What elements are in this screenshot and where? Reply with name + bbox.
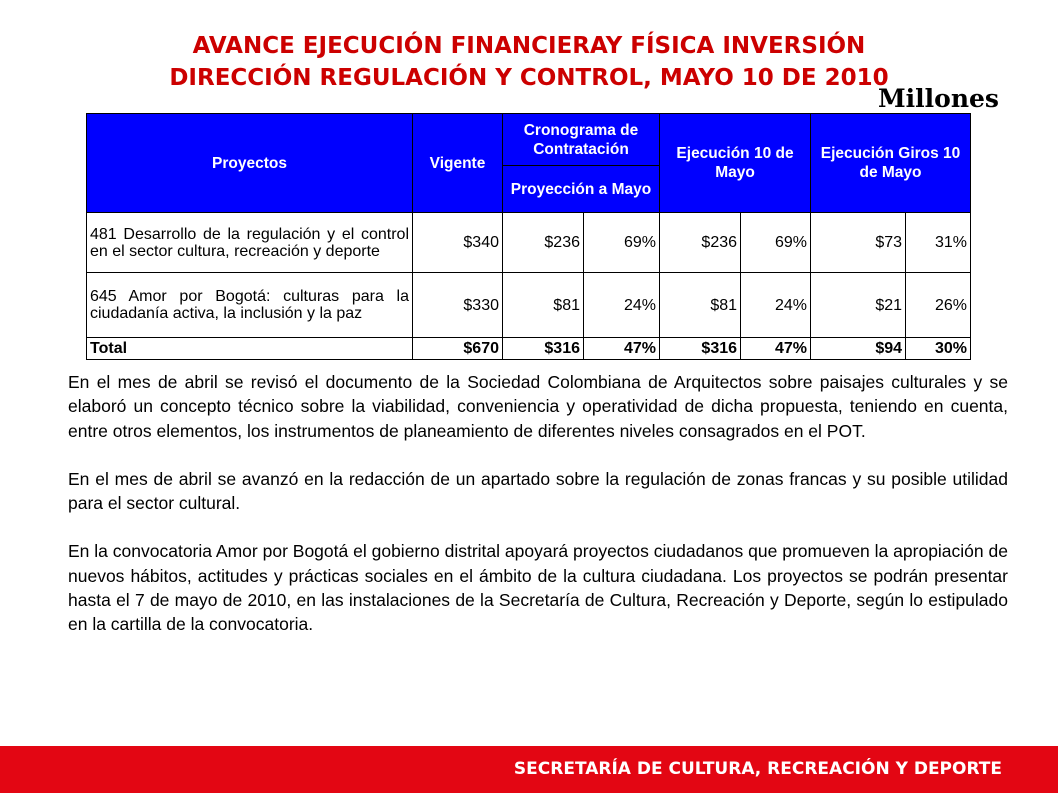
units-label: Millones	[878, 84, 999, 113]
header-cronograma: Cronograma de Contratación	[503, 114, 660, 166]
cell-total-ejecucion-valor: $316	[660, 338, 741, 360]
cell-ejecucion-pct: 69%	[741, 213, 811, 273]
cell-total-vigente: $670	[413, 338, 503, 360]
paragraph: En el mes de abril se avanzó en la redacción de un apartado sobre la regulación de zonas francas y su posible utilidad para el sector cultural.	[68, 468, 1008, 514]
cell-giros-valor: $73	[811, 213, 906, 273]
cell-total-ejecucion-pct: 47%	[741, 338, 811, 360]
cell-vigente: $330	[413, 273, 503, 338]
header-proyectos: Proyectos	[87, 114, 413, 213]
cell-proyeccion-valor: $81	[503, 273, 584, 338]
cell-total-proyeccion-valor: $316	[503, 338, 584, 360]
footer-bar	[0, 746, 1058, 793]
cell-ejecucion-valor: $81	[660, 273, 741, 338]
header-ejecucion: Ejecución 10 de Mayo	[660, 114, 811, 213]
header-giros: Ejecución Giros 10 de Mayo	[811, 114, 971, 213]
cell-total-label: Total	[87, 338, 413, 360]
cell-vigente: $340	[413, 213, 503, 273]
cell-total-proyeccion-pct: 47%	[584, 338, 660, 360]
paragraph: En la convocatoria Amor por Bogotá el gobierno distrital apoyará proyectos ciudadanos que promueven la apropiación de nuevos hábitos, actitudes y prácticas sociales en el ámbito de la cultura ciudadana. Los proyectos se podrán presentar hasta el 7 de mayo de 2010, en las instalaciones de la Secretaría de Cultura, Recreación y Deporte, según lo estipulado en la cartilla de la convocatoria.	[68, 541, 1008, 635]
cell-giros-valor: $21	[811, 273, 906, 338]
financial-table	[86, 113, 971, 360]
cell-giros-pct: 31%	[906, 213, 971, 273]
footer-text: SECRETARÍA DE CULTURA, RECREACIÓN Y DEPORTE	[513, 759, 1002, 779]
cell-giros-pct: 26%	[906, 273, 971, 338]
cell-proyeccion-valor: $236	[503, 213, 584, 273]
table-row	[87, 273, 971, 338]
cell-ejecucion-valor: $236	[660, 213, 741, 273]
cell-total-giros-valor: $94	[811, 338, 906, 360]
header-vigente: Vigente	[413, 114, 503, 213]
table-total-row	[87, 338, 971, 360]
cell-ejecucion-pct: 24%	[741, 273, 811, 338]
body-text	[68, 370, 1008, 661]
cell-proyecto: 645 Amor por Bogotá: culturas para la ciudadanía activa, la inclusión y la paz	[87, 273, 413, 338]
title-line-2: DIRECCIÓN REGULACIÓN Y CONTROL, MAYO 10 DE 2010	[169, 65, 889, 91]
title-line-1: AVANCE EJECUCIÓN FINANCIERAY FÍSICA INVERSIÓN	[192, 33, 866, 59]
header-proyeccion: Proyección a Mayo	[503, 166, 660, 213]
table-row	[87, 213, 971, 273]
cell-proyeccion-pct: 69%	[584, 213, 660, 273]
cell-proyeccion-pct: 24%	[584, 273, 660, 338]
paragraph: En el mes de abril se revisó el documento de la Sociedad Colombiana de Arquitectos sobre paisajes culturales y se elaboró un concepto técnico sobre la viabilidad, conveniencia y operatividad de dicha propuesta, teniendo en cuenta, entre otros elementos, los instrumentos de planeamiento de diferentes niveles consagrados en el POT.	[68, 372, 1008, 441]
cell-total-giros-pct: 30%	[906, 338, 971, 360]
cell-proyecto: 481 Desarrollo de la regulación y el control en el sector cultura, recreación y deporte	[87, 213, 413, 273]
